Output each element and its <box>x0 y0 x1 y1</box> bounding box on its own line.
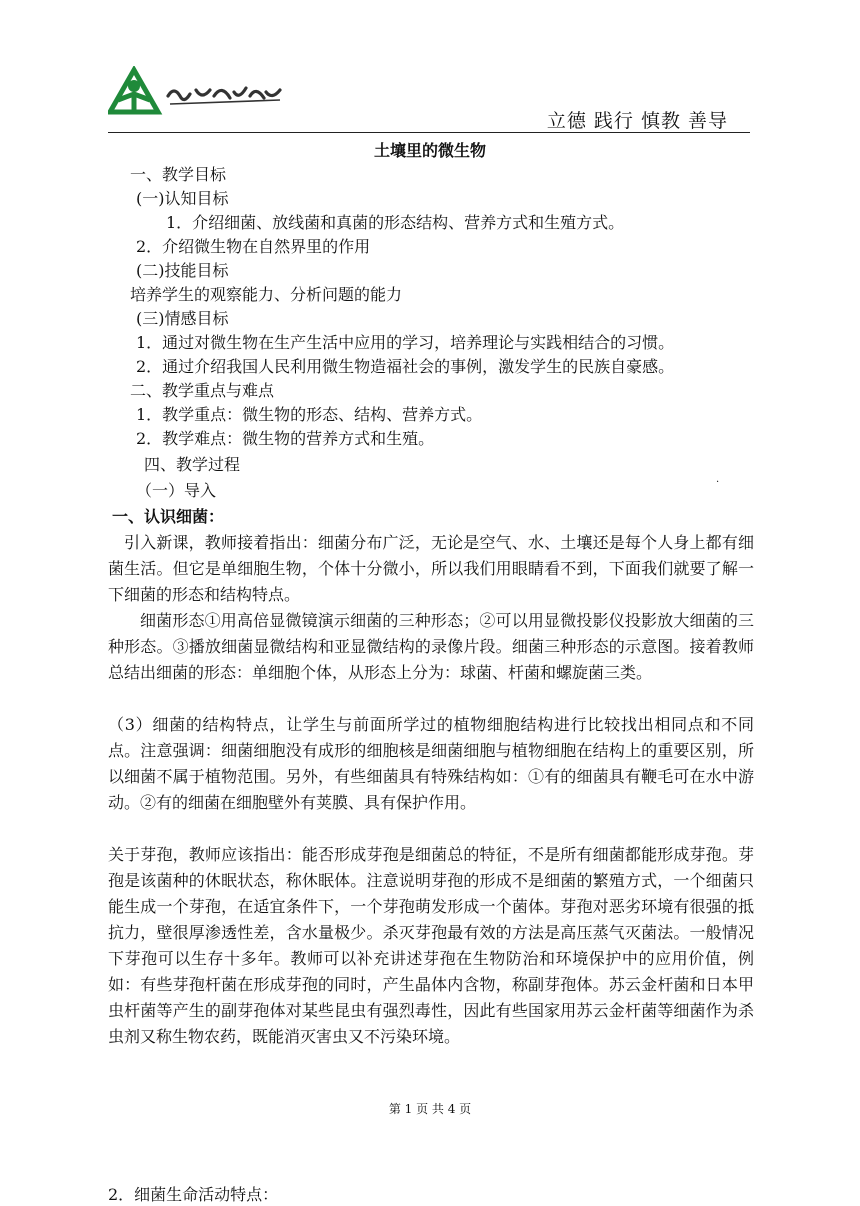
school-logo <box>108 66 288 124</box>
paragraph-intro: 引入新课，教师接着指出：细菌分布广泛，无论是空气、水、土壤还是每个人身上都有细菌生活。但它是单细胞生物，个体十分微小，所以我们用眼睛看不到，下面我们就要了解一下细菌的形态和结构特点。 <box>108 533 754 604</box>
subsection-heading: （一）导入 <box>136 481 217 500</box>
list-item: 1．教学重点：微生物的形态、结构、营养方式。 <box>136 405 483 424</box>
list-item: 2．教学难点：微生物的营养方式和生殖。 <box>136 429 435 448</box>
section-heading: 一、教学目标 <box>130 165 227 184</box>
list-item: 1．通过对微生物在生产生活中应用的学习，培养理论与实践相结合的习惯。 <box>136 333 675 352</box>
subsection-heading: 2．细菌生命活动特点： <box>108 1185 279 1204</box>
section-heading: 四、教学过程 <box>144 455 241 474</box>
bold-section-heading: 一、认识细菌： <box>112 507 225 526</box>
text-line: 培养学生的观察能力、分析问题的能力 <box>130 285 403 304</box>
paragraph-morphology: 细菌形态①用高倍显微镜演示细菌的三种形态；②可以用显微投影仪投影放大细菌的三种形态。③播放细菌显微结构和亚显微结构的录像片段。细菌三种形态的示意图。接着教师总结出细菌的形态：单细胞个体，从形态上分为：球菌、杆菌和螺旋菌三类。 <box>108 611 754 682</box>
paragraph-spore: 关于芽孢，教师应该指出：能否形成芽孢是细菌总的特征，不是所有细菌都能形成芽孢。芽孢是该菌种的休眠状态，称休眠体。注意说明芽孢的形成不是细菌的繁殖方式，一个细菌只能生成一个芽孢，在适宜条件下，一个芽孢萌发形成一个菌体。芽孢对恶劣环境有很强的抵抗力，壁很厚渗透性差，含水量极少。杀灭芽孢最有效的方法是高压蒸气灭菌法。一般情况下芽孢可以生存十多年。教师可以补充讲述芽孢在生物防治和环境保护中的应用价值，例如：有些芽孢杆菌在形成芽孢的同时，产生晶体内含物，称副芽孢体。苏云金杆菌和日本甲虫杆菌等产生的副芽孢体对某些昆虫有强烈毒性，因此有些国家用苏云金杆菌等细菌作为杀虫剂又称生物农药，既能消灭害虫又不污染环境。 <box>108 845 754 1046</box>
school-motto: 立德 践行 慎教 善导 <box>546 110 728 132</box>
page-header <box>108 66 750 136</box>
document-title: 土壤里的微生物 <box>373 141 486 160</box>
paragraph-structure: （3）细菌的结构特点，让学生与前面所学过的植物细胞结构进行比较找出相同点和不同点。注意强调：细菌细胞没有成形的细胞核是细菌细胞与植物细胞在结构上的重要区别，所以细菌不属于植物范围。另外，有些细菌具有特殊结构如：①有的细菌具有鞭毛可在水中游动。②有的细菌在细胞壁外有荚膜、具有保护作用。 <box>108 715 754 812</box>
section-heading: 二、教学重点与难点 <box>130 381 275 400</box>
header-divider <box>108 132 750 133</box>
subsection-heading: (二)技能目标 <box>136 261 229 280</box>
page-footer: 第 1 页 共 4 页 <box>388 1102 472 1116</box>
stray-mark: . <box>716 474 720 485</box>
list-item: 2．通过介绍我国人民利用微生物造福社会的事例，激发学生的民族自豪感。 <box>136 357 675 376</box>
subsection-heading: (一)认知目标 <box>136 189 229 208</box>
subsection-heading: (三)情感目标 <box>136 309 229 328</box>
list-item: 1．介绍细菌、放线菌和真菌的形态结构、营养方式和生殖方式。 <box>166 213 625 232</box>
list-item: 2．介绍微生物在自然界里的作用 <box>136 237 371 256</box>
school-logo-emblem-icon <box>108 66 288 124</box>
